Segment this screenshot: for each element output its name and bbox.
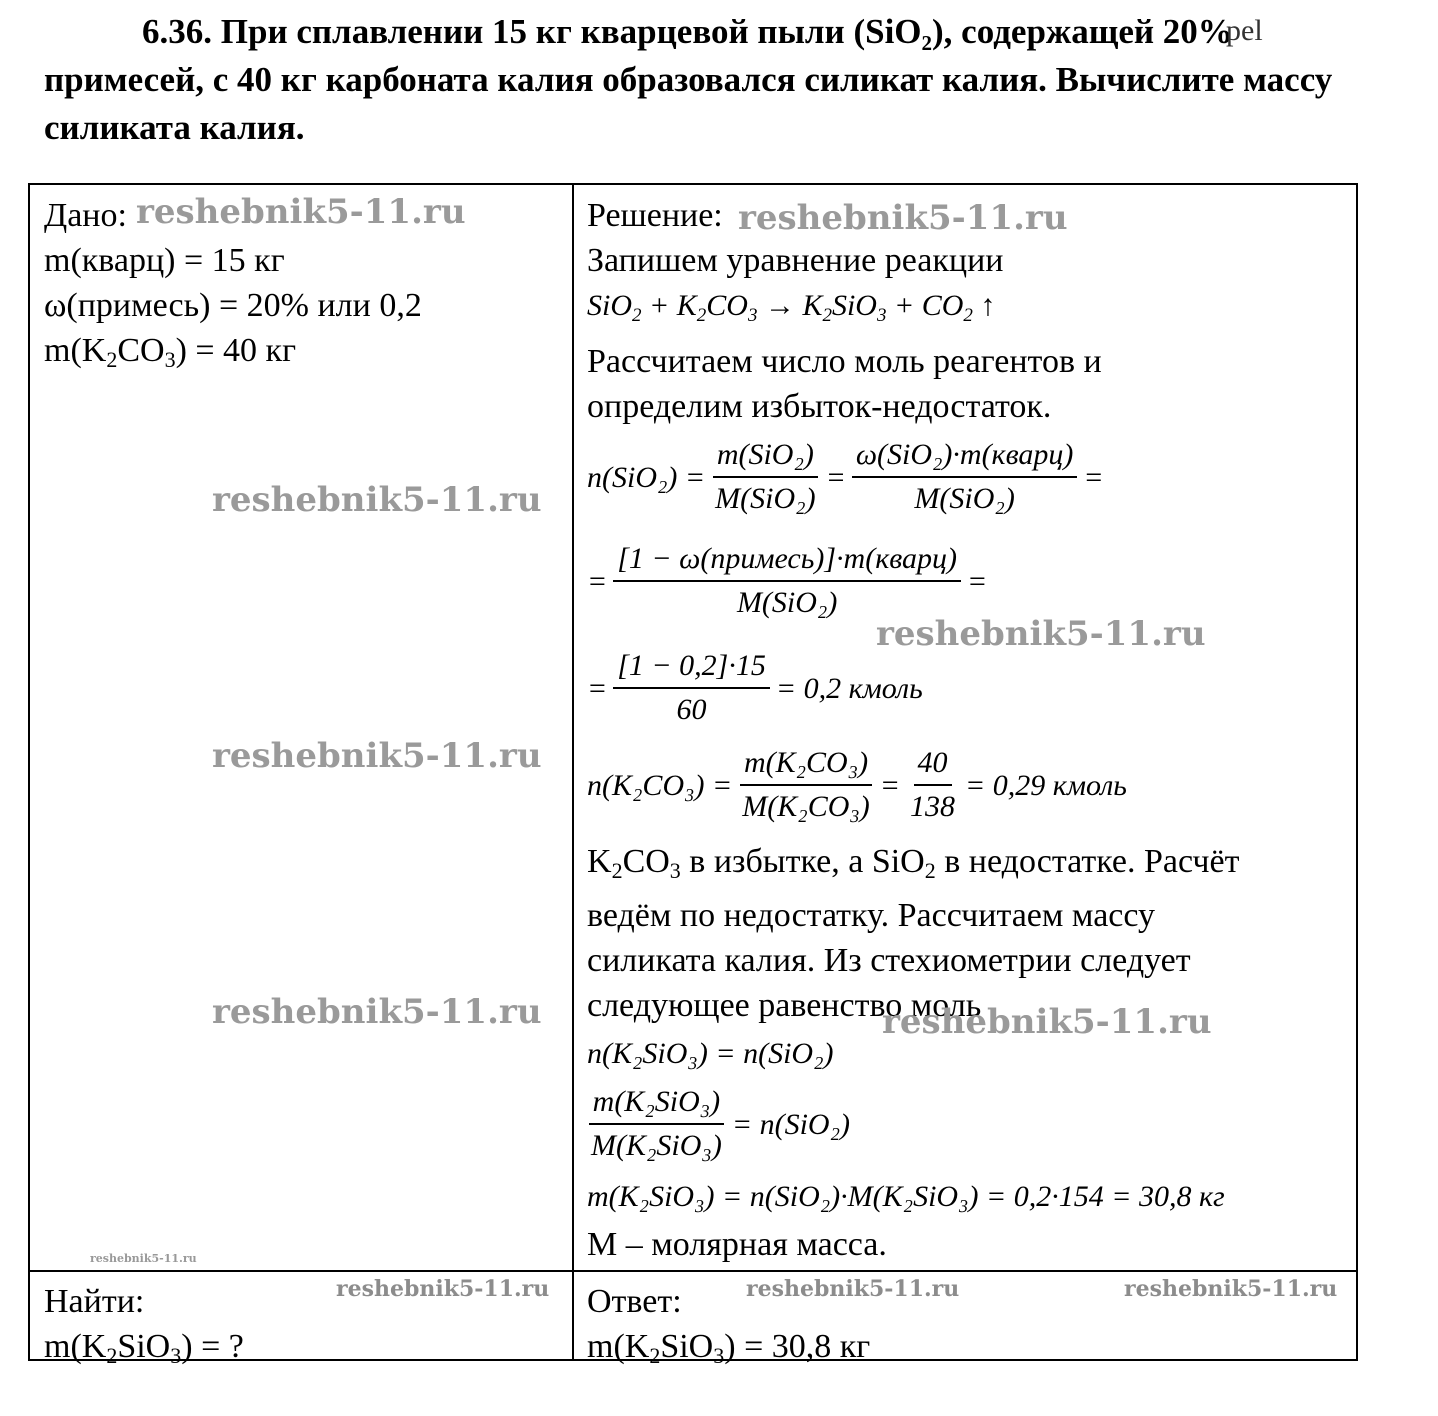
watermark: reshebnik5-11.ru: [336, 1276, 550, 1302]
excess-text-1: $K_2CO_3$ в избытке, а SiO$_2$ в недостатке. Расчёт: [587, 843, 1240, 883]
given-label: Дано:: [44, 197, 127, 234]
problem-statement: [44, 8, 1374, 152]
solution-intro: Запишем уравнение реакции: [587, 242, 1004, 279]
given-mass-k2co3: $m(K_2CO_3) = 40$ кг: [44, 332, 297, 372]
calc-text-1: Рассчитаем число моль реагентов и: [587, 343, 1102, 380]
given-impurity: ω(примесь) = 20% или 0,2: [44, 287, 422, 324]
find-label: Найти:: [44, 1283, 145, 1320]
watermark: reshebnik5-11.ru: [1124, 1276, 1338, 1302]
watermark: reshebnik5-11.ru: [212, 480, 542, 520]
watermark: reshebnik5-11.ru: [136, 192, 466, 232]
formula-mass-result: m(K₂SiO₃) = n(SiO₂)·M(K₂SiO₃) = 0,2·154 = 30,8 кг: [587, 1179, 1225, 1213]
column-divider: [572, 185, 574, 1359]
problem-number: 6.36.: [142, 12, 212, 51]
formula-n-k2co3: n(K₂CO₃) = $\frac{\text{m(K₂CO₃)}}{\text{M(K₂CO₃)}}$ = $\frac{40}{138}$ = 0,29 кмоль: [587, 746, 1127, 823]
watermark: reshebnik5-11.ru: [738, 198, 1068, 238]
stray-mark: pel: [1226, 14, 1263, 47]
find-cell: [44, 1279, 244, 1378]
excess-text-2: ведём по недостатку. Рассчитаем массу: [587, 897, 1156, 934]
molar-mass-note: M – молярная масса.: [587, 1226, 887, 1263]
watermark: reshebnik5-11.ru: [212, 992, 542, 1032]
solution-cell: [587, 193, 1347, 1267]
calc-text-2: определим избыток-недостаток.: [587, 388, 1052, 425]
formula-mole-equality: n(K₂SiO₃) = n(SiO₂): [587, 1036, 834, 1070]
reaction-equation: $SiO_2 + K_2CO_3 \to K_2SiO_3 + CO_2$ ↑: [587, 289, 996, 326]
row-divider: [30, 1270, 1356, 1272]
watermark: reshebnik5-11.ru: [212, 736, 542, 776]
answer-label: Ответ:: [587, 1283, 682, 1320]
solution-label: Решение:: [587, 197, 723, 234]
watermark: reshebnik5-11.ru: [90, 1252, 197, 1265]
watermark: reshebnik5-11.ru: [876, 614, 1206, 654]
given-mass-quartz: m(кварц) = 15 кг: [44, 242, 285, 279]
formula-n-sio2-expanded: = $\frac{\text{[1 − ω(примесь)]·m(кварц)}}{\text{M(SiO₂)}}$ =: [587, 542, 988, 619]
answer-value: $m(K_2SiO_3) = 30,8$ кг: [587, 1328, 871, 1368]
excess-text-3: силиката калия. Из стехиометрии следует: [587, 942, 1191, 979]
excess-text-4: следующее равенство моль: [587, 987, 982, 1024]
formula-n-sio2-value: = $\frac{[1 - 0,2]\cdot 15}{60}$ = 0,2 кмоль: [587, 649, 923, 726]
formula-mass-ratio: $\frac{\text{m(K₂SiO₃)}}{\text{M(K₂SiO₃)}}$ = n(SiO₂): [587, 1078, 1347, 1170]
watermark: reshebnik5-11.ru: [746, 1276, 960, 1302]
problem-text: При сплавлении 15 кг кварцевой пыли (SiO₂), содержащей 20% примесей, с 40 кг карбоната калия образовался силикат калия. Вычислите массу силиката калия.: [44, 12, 1333, 147]
find-target: $m(K_2SiO_3)$ = ?: [44, 1328, 244, 1368]
watermark: reshebnik5-11.ru: [882, 1002, 1212, 1042]
formula-n-sio2: n(SiO₂) = $\frac{\text{m(SiO₂)}}{\text{M(SiO₂)}}$ = $\frac{\text{ω(SiO₂)·m(кварц)}}{\text{M(SiO₂)}}$ =: [587, 438, 1104, 515]
